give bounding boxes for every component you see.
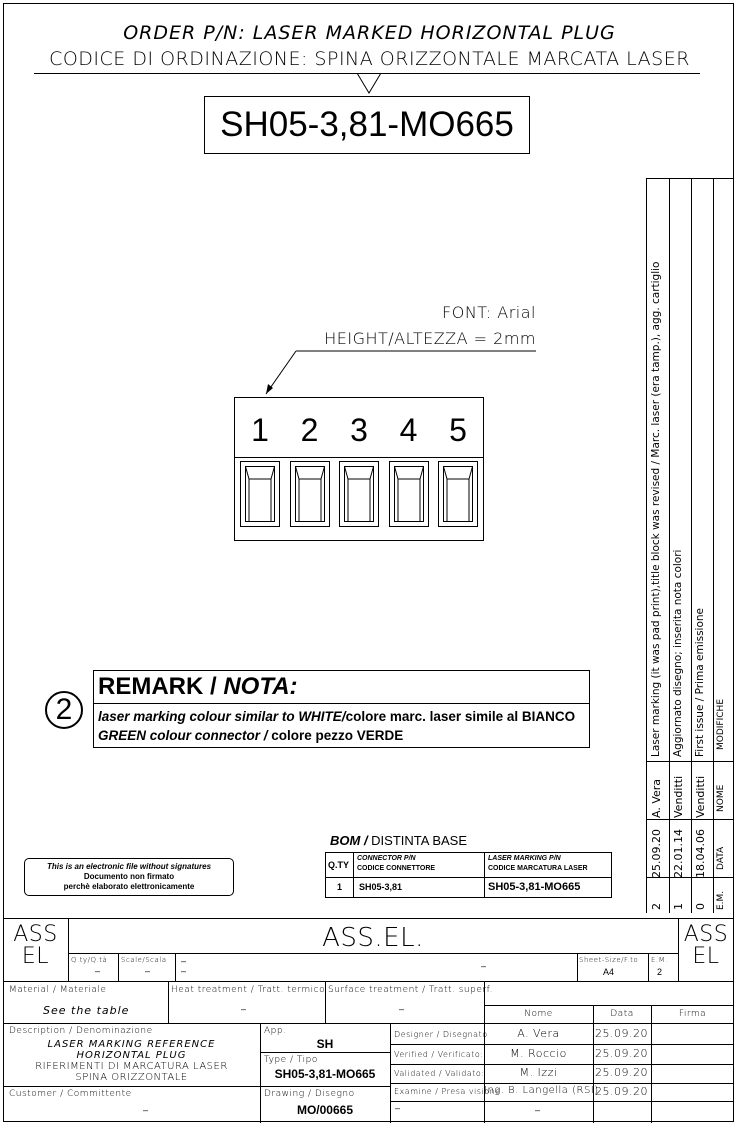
pin-slot-2 (290, 461, 330, 532)
arrow-down-icon (356, 73, 382, 95)
logo-right (678, 924, 734, 968)
qty-label: Q.ty/Q.tà (71, 956, 108, 964)
desc-line-3: RIFERIMENTI DI MARCATURA LASER (35, 1061, 228, 1072)
drawing-label: Drawing / Disegno (264, 1089, 355, 1099)
remark-divider (94, 703, 589, 704)
examine-label: Examine / Presa visione (394, 1087, 501, 1096)
app-label: App. (264, 1026, 287, 1036)
desc-line-1: LASER MARKING REFERENCE (47, 1039, 216, 1050)
verified-name: M. Roccio (510, 1047, 567, 1060)
examine-dash-2: – (535, 1105, 541, 1115)
bom-header-connector-en: CONNECTOR P/N (357, 855, 416, 862)
drawing-value: MO/00665 (296, 1103, 354, 1117)
rev-header-em: E.M. (716, 890, 726, 910)
em-label: E.M. (651, 956, 668, 964)
remark-line-2-it: colore pezzo VERDE (271, 728, 404, 743)
designer-date: 25.09.20 (595, 1027, 648, 1040)
bom-title-bold: BOM / (330, 833, 372, 848)
em-value: 2 (657, 967, 663, 977)
title-block (3, 918, 734, 1122)
designer-name: A. Vera (517, 1027, 560, 1040)
pin-slots (234, 461, 484, 531)
remark-line-1-it: colore marc. laser simile al BIANCO (345, 709, 576, 724)
validated-date: 25.09.20 (595, 1066, 648, 1079)
verified-date: 25.09.20 (595, 1047, 648, 1060)
scale-value: – (145, 966, 151, 976)
dash-1: – (181, 956, 187, 966)
rev-header-desc: MODIFICHE (716, 698, 726, 750)
heat-value: – (241, 1004, 247, 1014)
rev-date-0: 25.09.20 (650, 829, 663, 878)
pin-slot-1 (240, 461, 280, 532)
height-label: HEIGHT/ALTEZZA = 2mm (324, 329, 536, 348)
bom-row-qty: 1 (337, 882, 343, 892)
col-date: Data (610, 1009, 634, 1019)
rev-em-1: 1 (672, 903, 685, 910)
title-it: CODICE DI ORDINAZIONE: SPINA ORIZZONTALE MARCATA LASER (49, 48, 690, 70)
customer-value: – (143, 1105, 149, 1115)
verified-label: Verified / Verificato: (394, 1050, 484, 1059)
remark-line-2 (98, 728, 403, 743)
bom-title-rest: DISTINTA BASE (371, 833, 468, 848)
validated-label: Validated / Validato: (394, 1069, 485, 1078)
col-name: Nome (524, 1009, 553, 1019)
app-value: SH (316, 1037, 334, 1051)
desc-lines (3, 1039, 260, 1083)
examine-name: Ing. B. Langella (RSI) (484, 1085, 599, 1096)
rev-header-date: DATA (716, 846, 726, 870)
rev-em-0: 2 (650, 903, 663, 910)
surface-value: – (399, 1004, 405, 1014)
pin-number-3: 3 (350, 412, 368, 448)
remark-title-bold: REMARK / (98, 673, 224, 700)
examine-dash: – (395, 1103, 401, 1113)
bom-header-laser-it: CODICE MARCATURA LASER (488, 865, 588, 872)
remark-title (98, 673, 298, 701)
remark-line-2-en: GREEN colour connector / (98, 728, 272, 743)
desc-line-2: HORIZONTAL PLUG (76, 1050, 187, 1061)
desc-line-4: SPINA ORIZZONTALE (75, 1072, 188, 1083)
rev-date-2: 18.04.06 (694, 829, 707, 878)
validated-name: M. Izzi (519, 1066, 558, 1079)
electronic-note-line-1: This is an electronic file without signatures (46, 862, 212, 871)
bom-header-connector-it: CODICE CONNETTORE (357, 865, 436, 872)
connector-divider (234, 457, 484, 458)
material-label: Material / Materiale (9, 985, 107, 995)
logo-right-1: ASS (683, 922, 729, 947)
col-sign: Firma (678, 1009, 707, 1019)
bom-header-laser-en: LASER MARKING P/N (488, 855, 561, 862)
logo-right-2: EL (692, 944, 720, 969)
pin-number-4: 4 (399, 412, 418, 448)
remark-title-italic: NOTA: (223, 673, 298, 700)
logo-left (3, 924, 68, 968)
designer-label: Designer / Disegnato (394, 1030, 488, 1039)
rev-name-1: Venditti (672, 775, 685, 818)
pin-numbers (234, 412, 484, 452)
remark-number-circle: 2 (45, 691, 83, 729)
rev-date-1: 22.01.14 (672, 829, 685, 878)
heat-label: Heat treatment / Tratt. termico (171, 985, 326, 995)
dash-2: – (181, 966, 187, 976)
rev-desc-2: First issue / Prima emissione (694, 607, 706, 757)
material-value: See the table (43, 1004, 130, 1017)
desc-label: Description / Denominazione (9, 1026, 153, 1036)
pin-slot-5 (438, 461, 478, 532)
rev-em-2: 0 (694, 903, 707, 910)
bom-row-laser: SH05-3,81-MO665 (488, 881, 581, 893)
examine-date: 25.09.20 (595, 1085, 648, 1098)
rev-name-0: A. Vera (650, 778, 663, 818)
company-name: ASS.EL. (322, 923, 424, 953)
remark-line-1 (98, 709, 575, 724)
electronic-note (24, 858, 234, 896)
pin-number-2: 2 (300, 412, 319, 448)
qty-value: – (95, 966, 101, 976)
type-label: Type / Tipo (264, 1055, 318, 1065)
remark-box (93, 670, 590, 748)
part-number-box: SH05-3,81-MO665 (204, 96, 530, 154)
logo-left-1: ASS (13, 922, 58, 947)
customer-label: Customer / Committente (9, 1089, 132, 1099)
rev-desc-0: Laser marking (it was pad print),title block was revised / Marc. laser (era tamp.), agg. cartiglio (650, 261, 662, 757)
bom-header-qty: Q.TY (328, 860, 350, 870)
title-en: ORDER P/N: LASER MARKED HORIZONTAL PLUG (123, 22, 616, 44)
pin-slot-4 (389, 461, 429, 532)
dash-3: – (481, 961, 487, 971)
surface-label: Surface treatment / Tratt. superf. (328, 985, 493, 995)
remark-line-1-en: laser marking colour similar to WHITE/ (98, 709, 346, 724)
electronic-note-line-3: perchè elaborato elettronicamente (63, 882, 195, 891)
bom-row-connector: SH05-3,81 (359, 882, 403, 892)
rev-header-name: NOME (716, 784, 726, 812)
pin-number-5: 5 (449, 412, 467, 448)
scale-label: Scale/Scala (121, 956, 167, 964)
rev-desc-1: Aggiornato disegno; inserita nota colori (672, 549, 684, 757)
pin-slot-3 (339, 461, 379, 532)
type-value: SH05-3,81-MO665 (274, 1067, 376, 1081)
logo-left-2: EL (21, 944, 50, 969)
leader-line (260, 350, 540, 400)
sheet-value: A4 (603, 967, 615, 977)
pin-number-1: 1 (251, 412, 269, 448)
bom-title (330, 833, 467, 848)
font-label: FONT: Arial (442, 303, 536, 322)
electronic-note-line-2: Documento non firmato (83, 872, 175, 881)
rev-name-2: Venditti (694, 775, 707, 818)
bom-table (325, 852, 612, 898)
sheet-label: Sheet-Size/F.to (579, 956, 639, 964)
